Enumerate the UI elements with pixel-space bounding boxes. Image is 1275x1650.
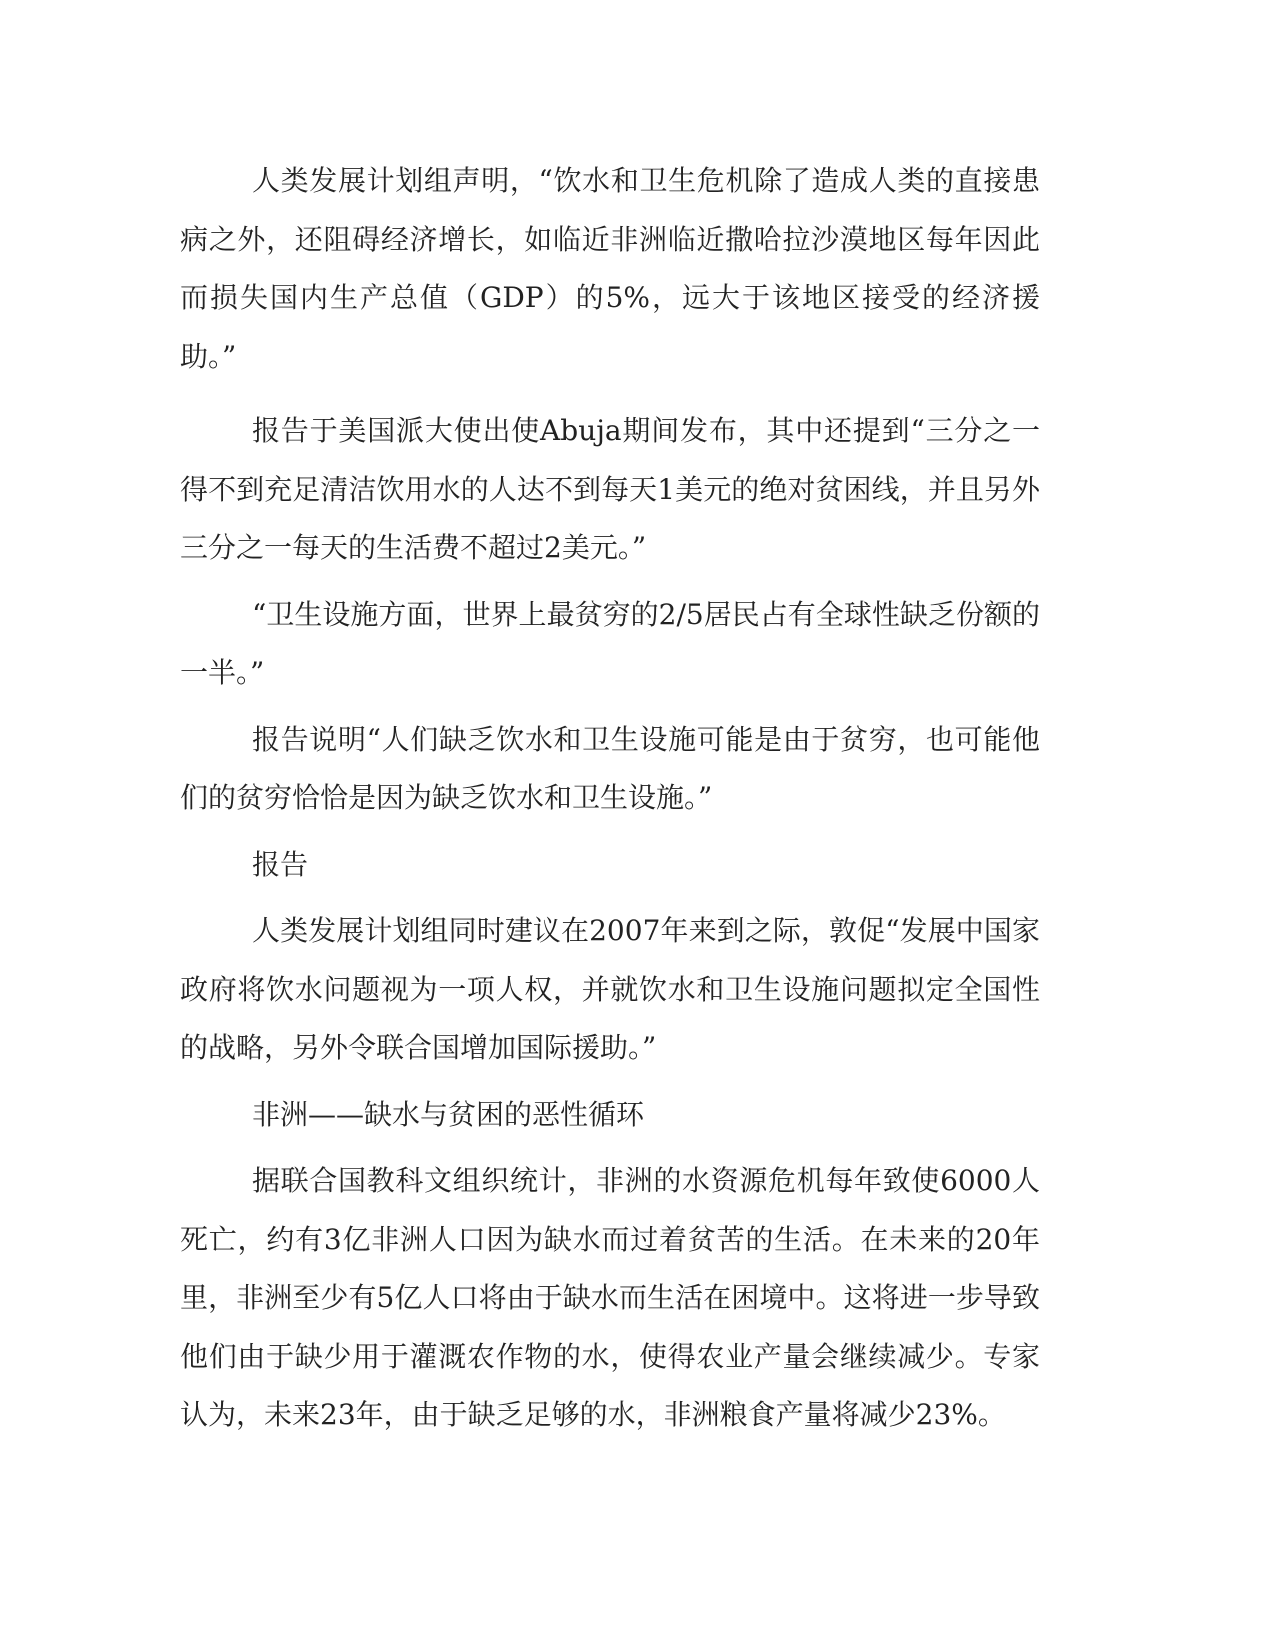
section-heading-report: 报告 [252,847,309,881]
paragraph-report-abuja: 报告于美国派大使出使Abuja期间发布，其中还提到“三分之一得不到充足清洁饮用水的人达不到每天1美元的绝对贫困线，并且另外三分之一每天的生活费不超过2美元。” [180,414,1040,564]
paragraph-recommendation: 人类发展计划组同时建议在2007年来到之际，敦促“发展中国家政府将饮水问题视为一项人权，并就饮水和卫生设施问题拟定全国性的战略，另外令联合国增加国际援助。” [180,914,1040,1064]
document-page [180,152,1040,1445]
paragraph-unesco-statistics: 据联合国教科文组织统计，非洲的水资源危机每年致使6000人死亡，约有3亿非洲人口因为缺水而过着贫苦的生活。在未来的20年里，非洲至少有5亿人口将由于缺水而生活在困境中。这将进一步导致他们由于缺少用于灌溉农作物的水，使得农业产量会继续减少。专家认为，未来23年，由于缺乏足够的水，非洲粮食产量将减少23%。 [180,1164,1040,1431]
paragraph-poverty-explanation: 报告说明“人们缺乏饮水和卫生设施可能是由于贫穷，也可能他们的贫穷恰恰是因为缺乏饮水和卫生设施。” [180,722,1040,814]
paragraph-sanitation-quote: “卫生设施方面，世界上最贫穷的2/5居民占有全球性缺乏份额的一半。” [180,597,1040,689]
section-heading-africa: 非洲——缺水与贫困的恶性循环 [252,1097,645,1131]
paragraph-undp-statement: 人类发展计划组声明，“饮水和卫生危机除了造成人类的直接患病之外，还阻碍经济增长，如临近非洲临近撒哈拉沙漠地区每年因此而损失国内生产总值（GDP）的5%，远大于该地区接受的经济援助。” [180,164,1040,373]
